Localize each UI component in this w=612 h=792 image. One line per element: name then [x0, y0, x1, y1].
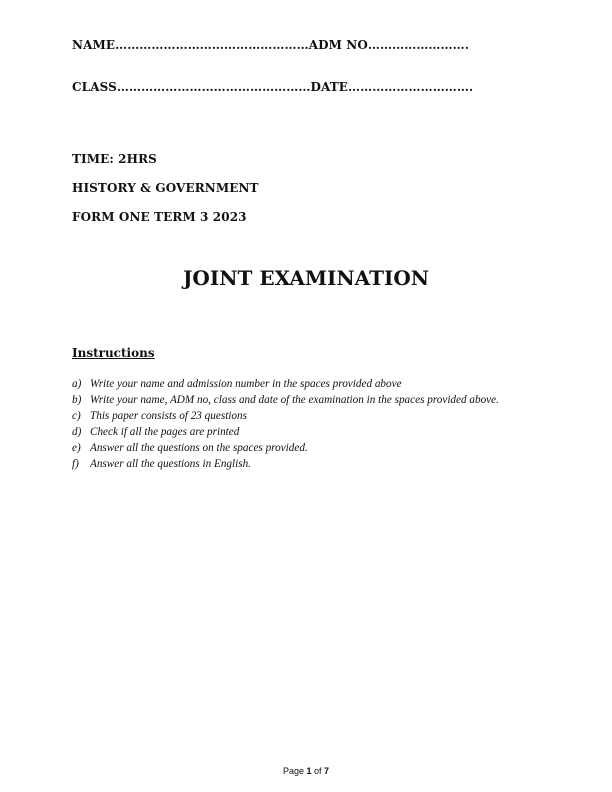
instruction-letter: f)	[72, 458, 79, 470]
exam-title: JOINT EXAMINATION	[182, 266, 430, 290]
instruction-item	[72, 424, 550, 440]
instruction-text: Write your name, ADM no, class and date of the examination in the spaces provided above.	[90, 394, 499, 406]
subject-name: HISTORY & GOVERNMENT	[72, 181, 259, 195]
instruction-item	[72, 392, 550, 408]
instruction-text: Write your name and admission number in the spaces provided above	[90, 378, 402, 390]
instruction-item	[72, 456, 550, 472]
instruction-letter: e)	[72, 442, 81, 454]
instruction-item	[72, 408, 550, 424]
page-current: 1	[306, 766, 312, 776]
adm-no-field-label: ADM NO…………………….	[308, 38, 469, 52]
class-date-line	[72, 80, 473, 94]
class-field-label: CLASS…………………………………………	[72, 80, 311, 94]
date-field-label: DATE………………………….	[310, 80, 474, 94]
instruction-text: Answer all the questions in English.	[90, 458, 251, 470]
name-field-label: NAME…………………………………………	[72, 38, 309, 52]
page-word: Page	[282, 766, 304, 776]
instructions-list	[72, 376, 550, 472]
instruction-letter: a)	[72, 378, 82, 390]
page-footer	[0, 766, 612, 776]
form-term: FORM ONE TERM 3 2023	[72, 210, 247, 224]
instruction-item	[72, 440, 550, 456]
instruction-text: Answer all the questions on the spaces provided.	[90, 442, 308, 454]
instruction-text: This paper consists of 23 questions	[90, 410, 247, 422]
instructions-heading: Instructions	[72, 346, 155, 360]
page-total: 7	[324, 766, 330, 776]
exam-time: TIME: 2HRS	[72, 152, 157, 166]
name-adm-line	[72, 38, 469, 52]
instruction-item	[72, 376, 550, 392]
instruction-letter: b)	[72, 394, 82, 406]
instruction-letter: c)	[72, 410, 81, 422]
instruction-text: Check if all the pages are printed	[90, 426, 240, 438]
instruction-letter: d)	[72, 426, 82, 438]
of-word: of	[314, 766, 322, 776]
